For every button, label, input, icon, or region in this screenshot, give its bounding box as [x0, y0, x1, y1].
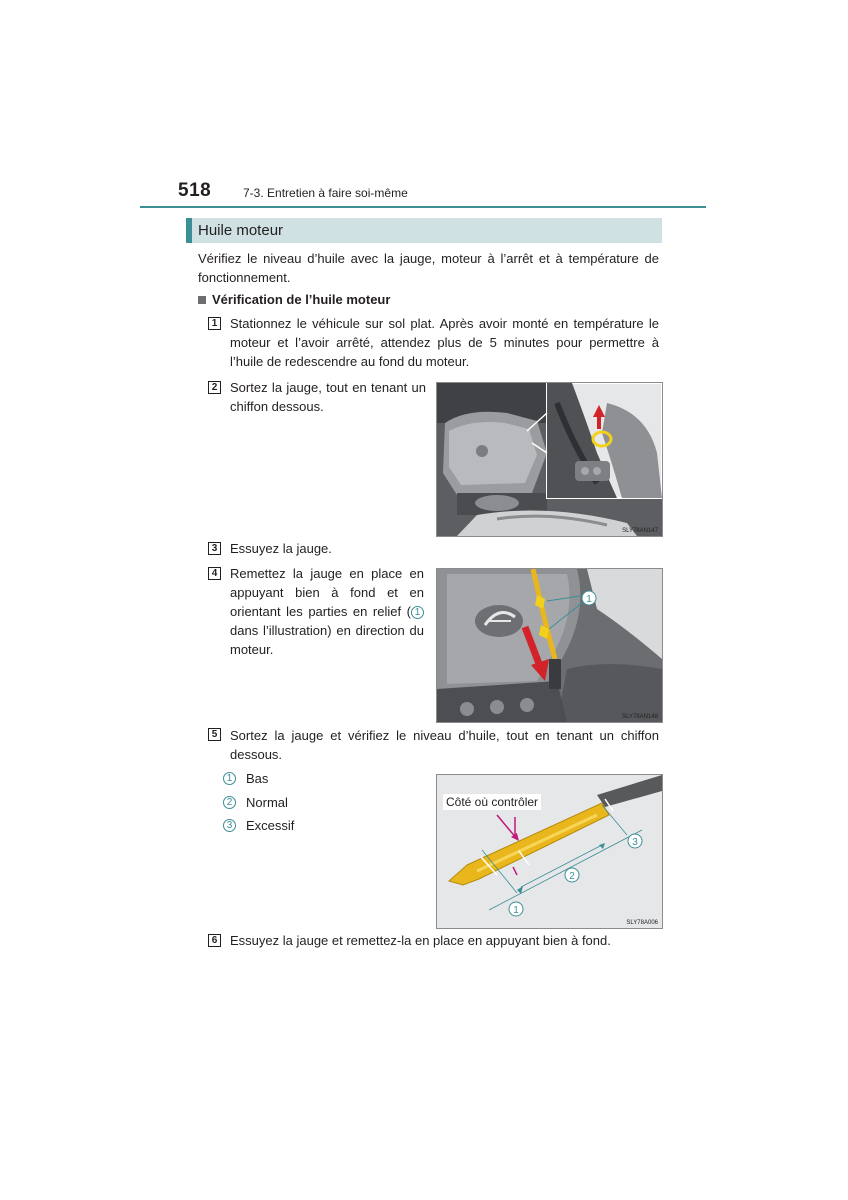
- dipstick-levels-figure: [436, 774, 663, 929]
- legend-number: 1: [223, 772, 236, 785]
- step-text-1: Stationnez le véhicule sur sol plat. Après avoir monté en température le moteur et l’avoir arrêté, attendez plus de 5 minutes pour permettre à l’huile de redescendre au fond du moteur.: [230, 316, 659, 369]
- step-text-4: [230, 564, 424, 659]
- fig3-callout-3: 3: [632, 837, 638, 848]
- step-number-2: 2: [208, 381, 221, 394]
- step-number-5: 5: [208, 728, 221, 741]
- figure-code-2: SLY78AN148: [622, 714, 658, 720]
- chapter-title: 7-3. Entretien à faire soi-même: [243, 186, 408, 200]
- page-number: 518: [178, 180, 212, 201]
- fig3-callout-2: 2: [569, 871, 575, 882]
- step-number-3: 3: [208, 542, 221, 555]
- legend-number: 3: [223, 819, 236, 832]
- engine-bay-illustration: [437, 383, 662, 536]
- dipstick-insertion-illustration: [437, 569, 662, 722]
- step-number-1: 1: [208, 317, 221, 330]
- section-bar-accent: [186, 218, 192, 243]
- section-title: Huile moteur: [198, 222, 284, 239]
- check-side-label: Côté où contrôler: [443, 794, 541, 810]
- step-text-2: Sortez la jauge, tout en tenant un chiffon dessous.: [230, 380, 426, 414]
- intro-paragraph: Vérifiez le niveau d’huile avec la jauge, moteur à l’arrêt et à température de fonctionnement.: [198, 251, 659, 285]
- bullet-icon: [198, 296, 206, 304]
- figure-code-3: SLY78A006: [626, 920, 658, 926]
- fig3-callout-1: 1: [513, 905, 519, 916]
- legend-item-normal: [223, 795, 288, 810]
- legend-item-low: [223, 771, 268, 786]
- step-text-6: Essuyez la jauge et remettez-la en place en appuyant bien à fond.: [230, 933, 611, 948]
- legend-label: Normal: [246, 795, 288, 810]
- fig2-callout: 1: [586, 594, 592, 605]
- subheading-label: Vérification de l’huile moteur: [212, 292, 391, 307]
- step-number-6: 6: [208, 934, 221, 947]
- step-number-4: 4: [208, 567, 221, 580]
- legend-item-excessive: [223, 818, 294, 833]
- step-4-callout: 1: [411, 606, 424, 619]
- figure-code-1: SLY78AN147: [622, 528, 658, 534]
- legend-label: Excessif: [246, 818, 295, 833]
- header-rule: [140, 206, 706, 208]
- step-text-4-after: dans l’illustration) en direction du moteur.: [230, 623, 424, 657]
- legend-number: 2: [223, 796, 236, 809]
- step-text-4-before: Remettez la jauge en place en appuyant bien à fond et en orientant les parties en relief (: [230, 566, 424, 619]
- step-text-5: Sortez la jauge et vérifiez le niveau d’huile, tout en tenant un chiffon dessous.: [230, 728, 659, 762]
- subheading: [198, 292, 390, 307]
- engine-bay-figure: [436, 382, 663, 537]
- step-text-3: Essuyez la jauge.: [230, 541, 332, 556]
- legend-label: Bas: [246, 771, 269, 786]
- dipstick-insertion-figure: [436, 568, 663, 723]
